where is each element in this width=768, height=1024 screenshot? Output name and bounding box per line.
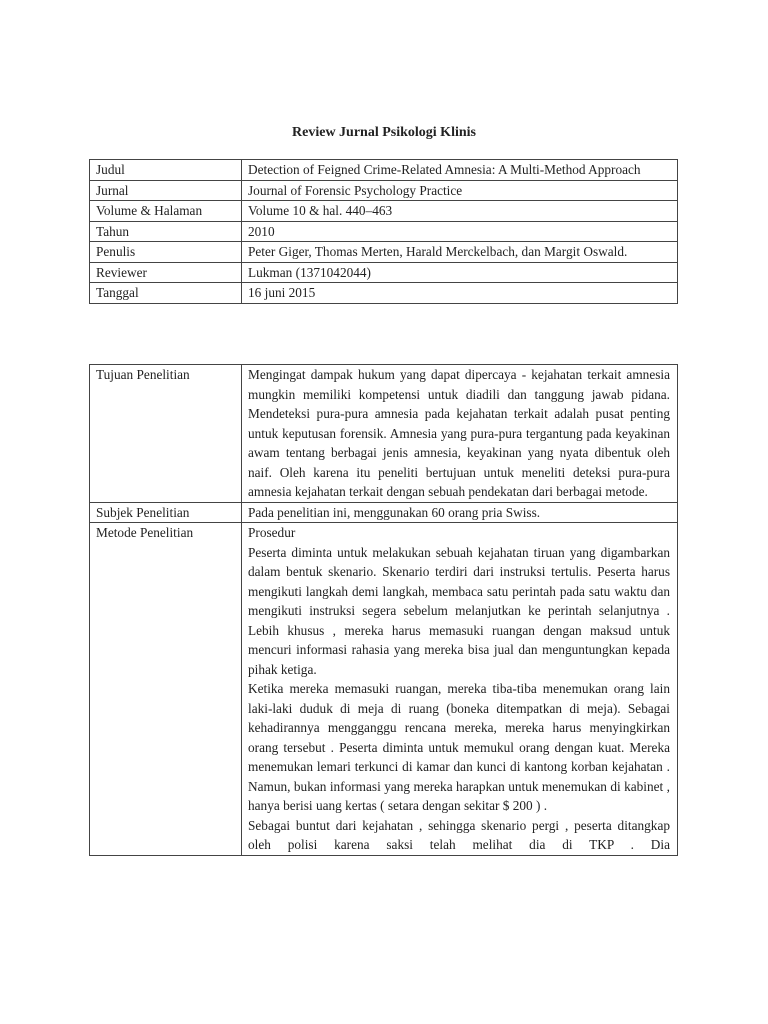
row-label-metode: Metode Penelitian xyxy=(90,523,242,856)
row-value-subjek: Pada penelitian ini, menggunakan 60 orang pria Swiss. xyxy=(242,502,678,523)
table-row xyxy=(90,502,678,523)
review-detail-table xyxy=(89,364,678,856)
row-label-tanggal: Tanggal xyxy=(90,283,242,304)
row-label-subjek: Subjek Penelitian xyxy=(90,502,242,523)
table-row xyxy=(90,221,678,242)
procedure-paragraph: Peserta diminta untuk melakukan sebuah kejahatan tiruan yang digambarkan dalam bentuk skenario. Skenario terdiri dari instruksi tertulis. Peserta harus mengikuti langkah demi langkah, membaca satu perintah pada satu waktu dan mengikuti instruksi segera sebelum melanjutkan ke perintah selanjutnya . Lebih khusus , mereka harus memasuki ruangan dengan maksud untuk mencuri informasi rahasia yang mereka bisa jual dan menguntungkan kepada pihak ketiga. xyxy=(248,544,670,677)
document-title: Review Jurnal Psikologi Klinis xyxy=(292,125,476,140)
table-row xyxy=(90,523,678,856)
row-label-jurnal: Jurnal xyxy=(90,180,242,201)
row-value-tahun: 2010 xyxy=(242,221,678,242)
row-label-volume: Volume & Halaman xyxy=(90,201,242,222)
row-value-tujuan: Mengingat dampak hukum yang dapat dipercaya - kejahatan terkait amnesia mungkin memiliki kompetensi untuk diadili dan tanggung jawab pidana. Mendeteksi pura-pura amnesia pada kejahatan terkait adalah pusat penting untuk keputusan forensik. Amnesia yang pura-pura tergantung pada keyakinan awam tentang berbagai jenis amnesia, keyakinan yang nyata dibentuk oleh naif. Oleh karena itu peneliti bertujuan untuk meneliti deteksi pura-pura amnesia kejahatan terkait dengan sebuah pendekatan dari berbagai metode. xyxy=(242,365,678,503)
table-row xyxy=(90,180,678,201)
row-value-metode xyxy=(242,523,678,856)
row-value-judul: Detection of Feigned Crime-Related Amnesia: A Multi-Method Approach xyxy=(242,160,678,181)
table-row xyxy=(90,262,678,283)
row-label-penulis: Penulis xyxy=(90,242,242,263)
journal-info-table xyxy=(89,159,678,304)
procedure-heading: Prosedur xyxy=(248,525,296,540)
table-row xyxy=(90,242,678,263)
row-value-jurnal: Journal of Forensic Psychology Practice xyxy=(242,180,678,201)
row-value-volume: Volume 10 & hal. 440–463 xyxy=(242,201,678,222)
row-label-judul: Judul xyxy=(90,160,242,181)
procedure-paragraph: Sebagai buntut dari kejahatan , sehingga skenario pergi , peserta ditangkap oleh polisi karena saksi telah melihat dia di TKP . Dia xyxy=(248,817,670,852)
row-value-tanggal: 16 juni 2015 xyxy=(242,283,678,304)
row-label-tahun: Tahun xyxy=(90,221,242,242)
row-label-reviewer: Reviewer xyxy=(90,262,242,283)
table-row xyxy=(90,201,678,222)
row-label-tujuan: Tujuan Penelitian xyxy=(90,365,242,503)
table-row xyxy=(90,283,678,304)
row-value-penulis: Peter Giger, Thomas Merten, Harald Merckelbach, dan Margit Oswald. xyxy=(242,242,678,263)
table-row xyxy=(90,160,678,181)
procedure-paragraph: Ketika mereka memasuki ruangan, mereka tiba-tiba menemukan orang lain laki-laki duduk di meja di ruang (boneka ditempatkan di meja). Sebagai kehadirannya mengganggu rencana mereka, mereka harus menyingkirkan orang tersebut . Peserta diminta untuk memukul orang dengan kuat. Mereka menemukan lemari terkunci di kamar dan kunci di kantong korban kejahatan . Namun, bukan informasi yang mereka harapkan untuk menemukan di kabinet , hanya berisi uang kertas ( setara dengan sekitar $ 200 ) . xyxy=(248,681,670,813)
row-value-reviewer: Lukman (1371042044) xyxy=(242,262,678,283)
table-row xyxy=(90,365,678,503)
